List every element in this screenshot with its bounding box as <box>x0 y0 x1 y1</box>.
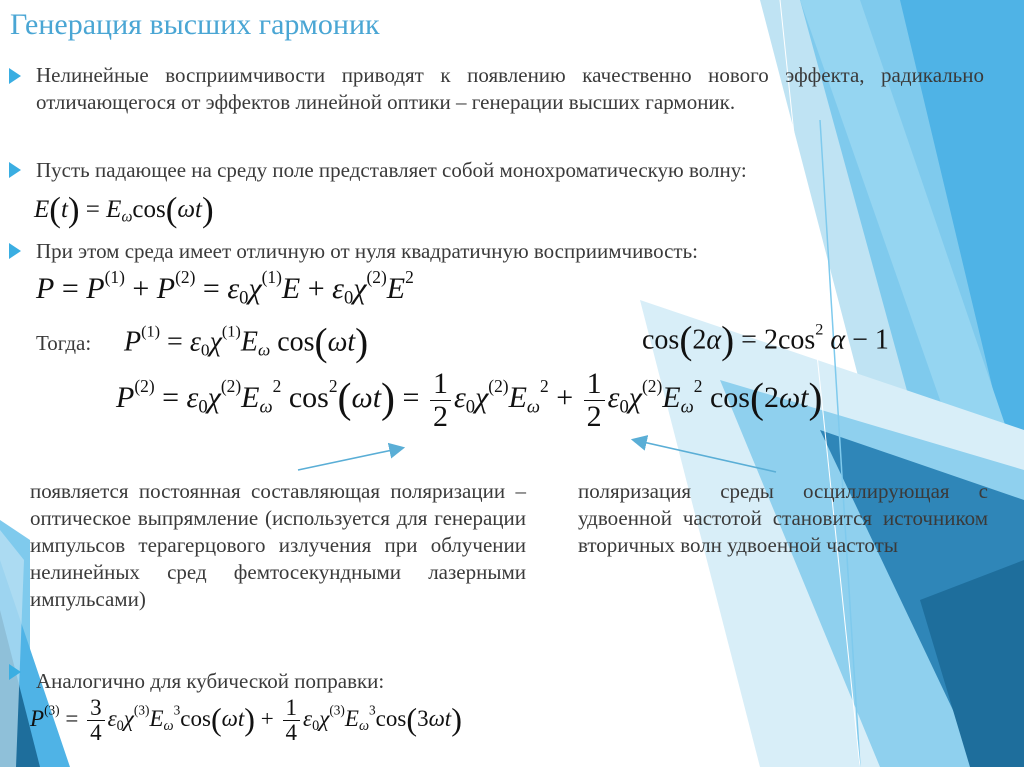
incident-field-text: Пусть падающее на среду поле представляет собой монохроматическую волну: <box>36 158 747 182</box>
equation-third-order: $P^{(3)}$ = $\frac{3}{4}$ $\varepsilon_0\chi^{(3)}E_\omega^3\cos(\omega t)$ + $\frac{1}{4}$ $\varepsilon_0\chi^{(3)}E_\omega^3\cos(3\omega t)$ <box>30 695 462 746</box>
arrow-to-oscillating-term <box>634 440 776 472</box>
arrow-to-constant-term <box>298 448 402 470</box>
equation-polarization: $P = P^{(1)} + P^{(2)} = \varepsilon_0\chi^{(1)}E + \varepsilon_0\chi^{(2)}E^2$ <box>36 267 414 309</box>
cubic-correction-text: Аналогично для кубической поправки: <box>36 669 385 693</box>
quadratic-susceptibility-text: При этом среда имеет отличную от нуля квадратичную восприимчивость: <box>36 239 699 263</box>
note-optical-rectification: появляется постоянная составляющая поляризации – оптическое выпрямление (используется для генерации импульсов терагерцового излучения при облучении нелинейных сред фемтосекундными лазерными импульсами) <box>30 479 526 611</box>
equation-second-order: $P^{(2)} = \varepsilon_0\chi^{(2)}E_\omega^2$ $\cos^2(\omega t)$ = $\frac{1}{2}$ $\varepsilon_0\chi^{(2)}E_\omega^2$ + $\frac{1}{2}$ $\varepsilon_0\chi^{(2)}E_\omega^2$ cos(2ωt) <box>116 367 823 433</box>
slide-title: Генерация высших гармоник <box>10 8 380 41</box>
equation-double-angle: $\cos(2\alpha) = 2\cos^2$ α − 1 <box>642 319 889 362</box>
equation-first-order: $P^{(1)} = \varepsilon_0\chi^{(1)}E_\omega$ cos(ωt) <box>124 321 369 364</box>
intro-paragraph: Нелинейные восприимчивости приводят к появлению качественно нового эффекта, радикально отличающегося от эффектов линейной оптики – генерации высших гармоник. <box>36 63 984 114</box>
equation-field: $E(t) = E_\omega\cos(\omega t)$ <box>34 190 214 229</box>
note-second-harmonic: поляризация среды осциллирующая с удвоенной частотой становится источником вторичных волн удвоенной частоты <box>578 479 988 557</box>
then-label: Тогда: <box>36 331 92 355</box>
